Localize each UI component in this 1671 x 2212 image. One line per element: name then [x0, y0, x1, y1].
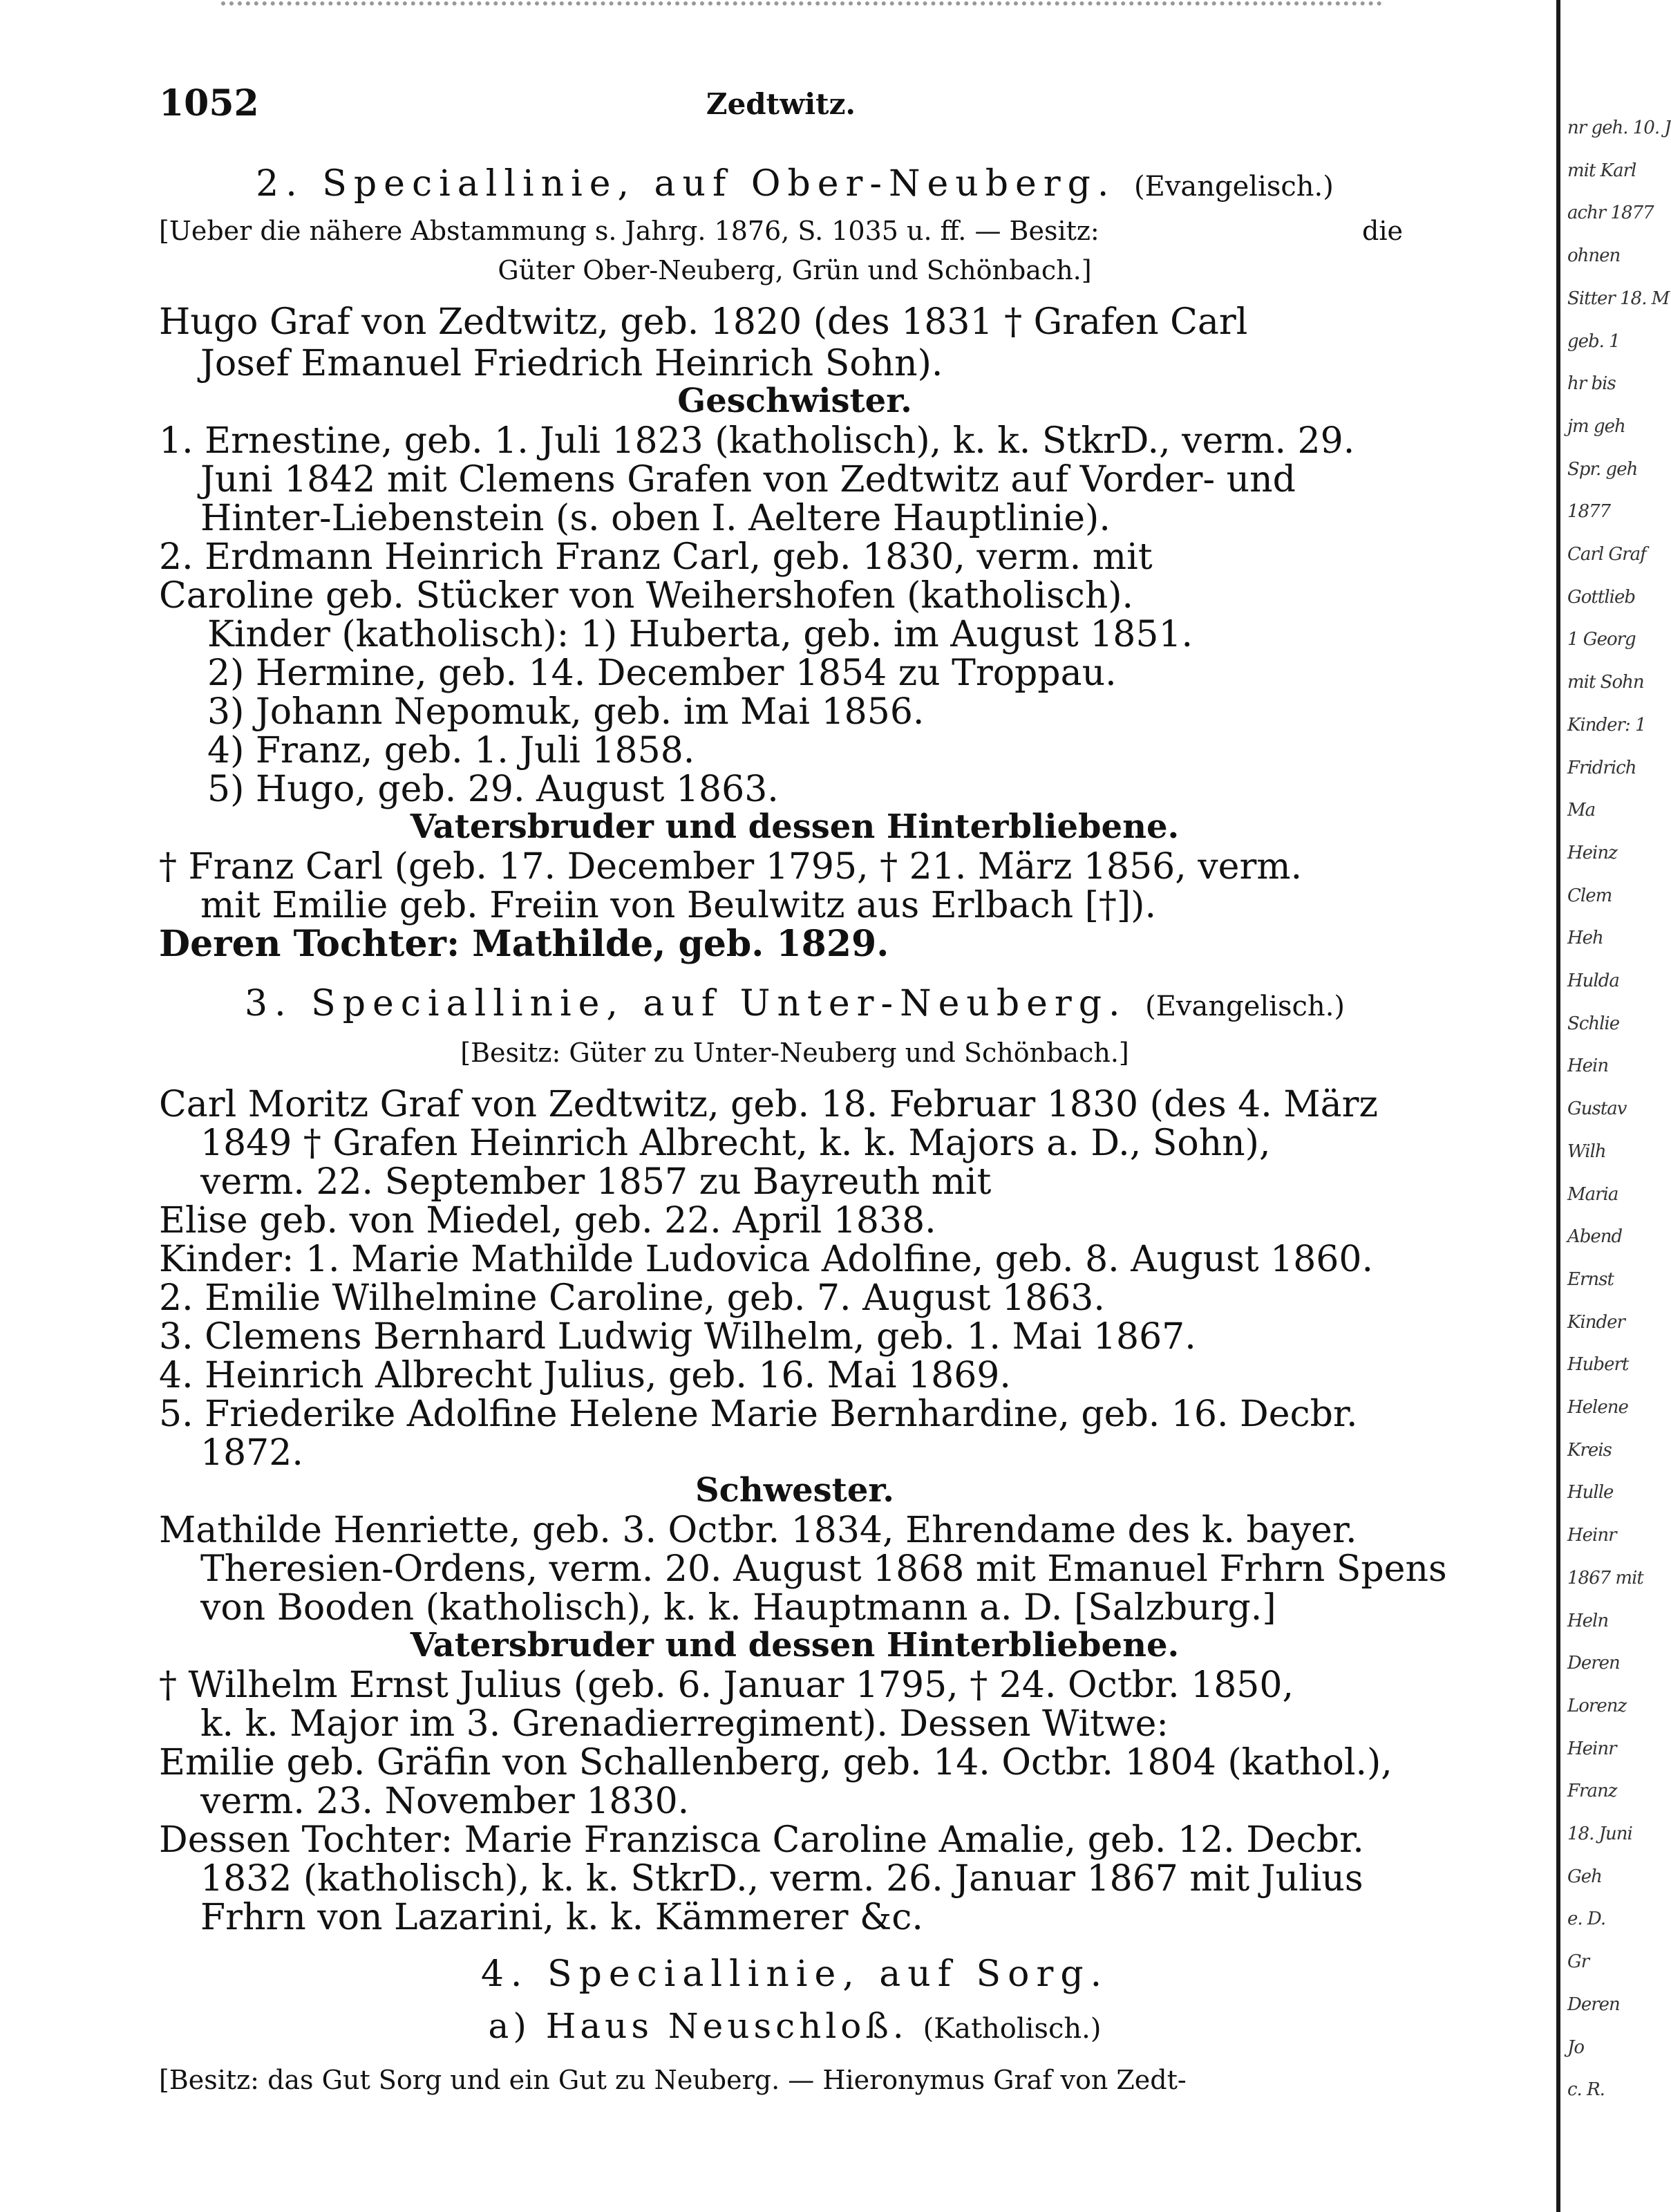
s3-line-9: 5. Friederike Adolfine Helene Marie Bernhardine, geb. 16. Decbr. [159, 1394, 1358, 1435]
s2-line-9: 4) Franz, geb. 1. Juli 1858. [207, 730, 695, 771]
neighbor-fragment: Heinr [1567, 1525, 1616, 1546]
s3-line-15: k. k. Major im 3. Grenadierregiment). Dessen Witwe: [200, 1703, 1169, 1745]
s2-line-7: 2) Hermine, geb. 14. December 1854 zu Troppau. [207, 653, 1117, 694]
section-2-note-line-2: Güter Ober-Neuberg, Grün und Schönbach.] [498, 255, 1092, 285]
neighbor-fragment: 1 Georg [1567, 629, 1636, 650]
s2-line-13: Deren Tochter: Mathilde, geb. 1829. [159, 923, 889, 965]
s3-line-12: Theresien-Ordens, verm. 20. August 1868 mit Emanuel Frhrn Spens [200, 1548, 1447, 1590]
s2-head-line-2: Josef Emanuel Friedrich Heinrich Sohn). [200, 343, 943, 384]
s2-uncle-title: Vatersbruder und dessen Hinterbliebene. [410, 807, 1180, 846]
neighbor-fragment: Jo [1567, 2037, 1585, 2058]
s3-line-2: 1849 † Grafen Heinrich Albrecht, k. k. Majors a. D., Sohn), [200, 1123, 1271, 1164]
neighbor-fragment: mit Sohn [1567, 672, 1644, 693]
s2-head-line-1: Hugo Graf von Zedtwitz, geb. 1820 (des 1831 † Grafen Carl [159, 301, 1248, 343]
neighbor-fragment: Carl Graf [1567, 544, 1646, 565]
neighbor-fragment: Ma [1567, 800, 1596, 821]
s2-line-11: † Franz Carl (geb. 17. December 1795, † 21. März 1856, verm. [159, 846, 1303, 888]
neighbor-fragment: Gustav [1567, 1098, 1627, 1119]
s2-line-6: Kinder (katholisch): 1) Huberta, geb. im August 1851. [207, 614, 1193, 655]
neighbor-fragment: Lorenz [1567, 1696, 1627, 1716]
neighbor-fragment: Sitter 18. M [1567, 288, 1670, 309]
neighbor-fragment: Heinr [1567, 1738, 1616, 1759]
s2-line-1: 1. Ernestine, geb. 1. Juli 1823 (katholisch), k. k. StkrD., verm. 29. [159, 420, 1355, 462]
neighbor-fragment: Maria [1567, 1184, 1618, 1205]
section-2-note-line-1 [159, 218, 1403, 244]
s3-line-5: Kinder: 1. Marie Mathilde Ludovica Adolfine, geb. 8. August 1860. [159, 1239, 1374, 1280]
section-3-title: 3. Speciallinie, auf Unter-Neuberg. [244, 983, 1127, 1024]
running-head: Zedtwitz. [706, 87, 856, 121]
s2-siblings-title: Geschwister. [677, 382, 912, 420]
s2-line-12: mit Emilie geb. Freiin von Beulwitz aus Erlbach [†]). [200, 885, 1156, 926]
section-3-confession: (Evangelisch.) [1145, 991, 1346, 1022]
neighbor-fragment: hr bis [1567, 373, 1616, 394]
s3-line-7: 3. Clemens Bernhard Ludwig Wilhelm, geb. 1. Mai 1867. [159, 1316, 1196, 1358]
neighbor-fragment: nr geh. 10. J [1567, 118, 1671, 138]
section-2-note-line-1b: die [1362, 216, 1403, 246]
neighbor-fragment: geb. 1 [1567, 331, 1620, 352]
neighbor-fragment: Hulda [1567, 971, 1619, 991]
neighbor-fragment: Deren [1567, 1994, 1620, 2015]
neighbor-fragment: Geh [1567, 1866, 1602, 1887]
section-3-heading [173, 983, 1417, 1024]
section-2-title: 2. Speciallinie, auf Ober-Neuberg. [256, 163, 1116, 205]
page-number: 1052 [159, 82, 259, 124]
section-2-note-line-1a: [Ueber die nähere Abstammung s. Jahrg. 1876, S. 1035 u. ff. — Besitz: [159, 216, 1099, 246]
s3-line-6: 2. Emilie Wilhelmine Caroline, geb. 7. August 1863. [159, 1277, 1105, 1319]
s3-line-18: Dessen Tochter: Marie Franzisca Caroline Amalie, geb. 12. Decbr. [159, 1819, 1364, 1861]
neighbor-fragment: Ernst [1567, 1269, 1614, 1290]
neighbor-fragment: Helene [1567, 1397, 1628, 1418]
s3-uncle-title: Vatersbruder und dessen Hinterbliebene. [410, 1626, 1180, 1665]
neighbor-fragment: Hein [1567, 1056, 1609, 1076]
neighbor-fragment: Wilh [1567, 1141, 1606, 1162]
s3-line-8: 4. Heinrich Albrecht Julius, geb. 16. Mai 1869. [159, 1355, 1011, 1396]
neighbor-page-fragments [1563, 118, 1671, 2136]
neighbor-fragment: achr 1877 [1567, 203, 1654, 223]
s3-line-17: verm. 23. November 1830. [200, 1781, 690, 1822]
section-3-note: [Besitz: Güter zu Unter-Neuberg und Schönbach.] [460, 1038, 1129, 1068]
s3-line-4: Elise geb. von Miedel, geb. 22. April 1838. [159, 1200, 936, 1241]
neighbor-fragment: Deren [1567, 1653, 1620, 1674]
neighbor-fragment: Kinder [1567, 1312, 1625, 1333]
neighbor-fragment: 1867 mit [1567, 1568, 1643, 1588]
s3-line-11: Mathilde Henriette, geb. 3. Octbr. 1834, Ehrendame des k. bayer. [159, 1510, 1357, 1551]
section-2-confession: (Evangelisch.) [1133, 171, 1334, 203]
neighbor-fragment: jm geh [1567, 416, 1625, 437]
s2-line-8: 3) Johann Nepomuk, geb. im Mai 1856. [207, 691, 925, 733]
neighbor-fragment: 1877 [1567, 501, 1611, 522]
neighbor-fragment: e. D. [1567, 1909, 1606, 1929]
section-4-note: [Besitz: das Gut Sorg und ein Gut zu Neuberg. — Hieronymus Graf von Zedt- [159, 2065, 1187, 2095]
section-4-sub-title: a) Haus Neuschloß. [488, 2006, 908, 2046]
neighbor-fragment: Abend [1567, 1226, 1623, 1247]
neighbor-fragment: c. R. [1567, 2079, 1605, 2100]
s3-line-20: Frhrn von Lazarini, k. k. Kämmerer &c. [200, 1897, 923, 1938]
neighbor-fragment: Hulle [1567, 1482, 1614, 1503]
neighbor-fragment: Heinz [1567, 843, 1617, 863]
s2-line-3: Hinter-Liebenstein (s. oben I. Aeltere Hauptlinie). [200, 498, 1111, 539]
neighbor-fragment: Heln [1567, 1611, 1609, 1631]
neighbor-fragment: Gottlieb [1567, 587, 1635, 608]
neighbor-fragment: 18. Juni [1567, 1824, 1632, 1844]
section-4-heading: 4. Speciallinie, auf Sorg. [480, 1953, 1109, 1995]
neighbor-fragment: Heh [1567, 928, 1603, 948]
neighbor-fragment: Spr. geh [1567, 459, 1638, 480]
neighbor-fragment: Gr [1567, 1951, 1589, 1972]
s2-line-5: Caroline geb. Stücker von Weihershofen (katholisch). [159, 575, 1134, 617]
neighbor-fragment: mit Karl [1567, 160, 1636, 181]
neighbor-fragment: Hubert [1567, 1354, 1629, 1375]
s3-line-1: Carl Moritz Graf von Zedtwitz, geb. 18. Februar 1830 (des 4. März [159, 1084, 1378, 1125]
neighbor-fragment: Franz [1567, 1781, 1617, 1801]
neighbor-fragment: Schlie [1567, 1013, 1620, 1034]
neighbor-fragment: ohnen [1567, 245, 1621, 266]
neighbor-fragment: Fridrich [1567, 758, 1636, 778]
s2-line-10: 5) Hugo, geb. 29. August 1863. [207, 769, 779, 810]
s3-line-3: verm. 22. September 1857 zu Bayreuth mit [200, 1161, 992, 1203]
s2-line-2: Juni 1842 mit Clemens Grafen von Zedtwitz auf Vorder- und [200, 459, 1296, 500]
section-4-sub-heading [207, 2006, 1382, 2046]
s3-line-10: 1872. [200, 1432, 303, 1474]
gutter-line [1556, 0, 1560, 2212]
section-4-confession: (Katholisch.) [923, 2013, 1102, 2045]
s3-line-13: von Booden (katholisch), k. k. Hauptmann a. D. [Salzburg.] [200, 1587, 1276, 1629]
s3-sister-title: Schwester. [695, 1471, 894, 1510]
section-2-heading [207, 163, 1382, 205]
neighbor-fragment: Kreis [1567, 1440, 1612, 1461]
s3-line-14: † Wilhelm Ernst Julius (geb. 6. Januar 1795, † 24. Octbr. 1850, [159, 1665, 1294, 1706]
s3-line-16: Emilie geb. Gräfin von Schallenberg, geb. 14. Octbr. 1804 (kathol.), [159, 1742, 1392, 1783]
neighbor-fragment: Clem [1567, 885, 1612, 906]
s2-line-4: 2. Erdmann Heinrich Franz Carl, geb. 1830, verm. mit [159, 536, 1153, 578]
s3-line-19: 1832 (katholisch), k. k. StkrD., verm. 26. Januar 1867 mit Julius [200, 1858, 1363, 1900]
neighbor-fragment: Kinder: 1 [1567, 715, 1646, 735]
